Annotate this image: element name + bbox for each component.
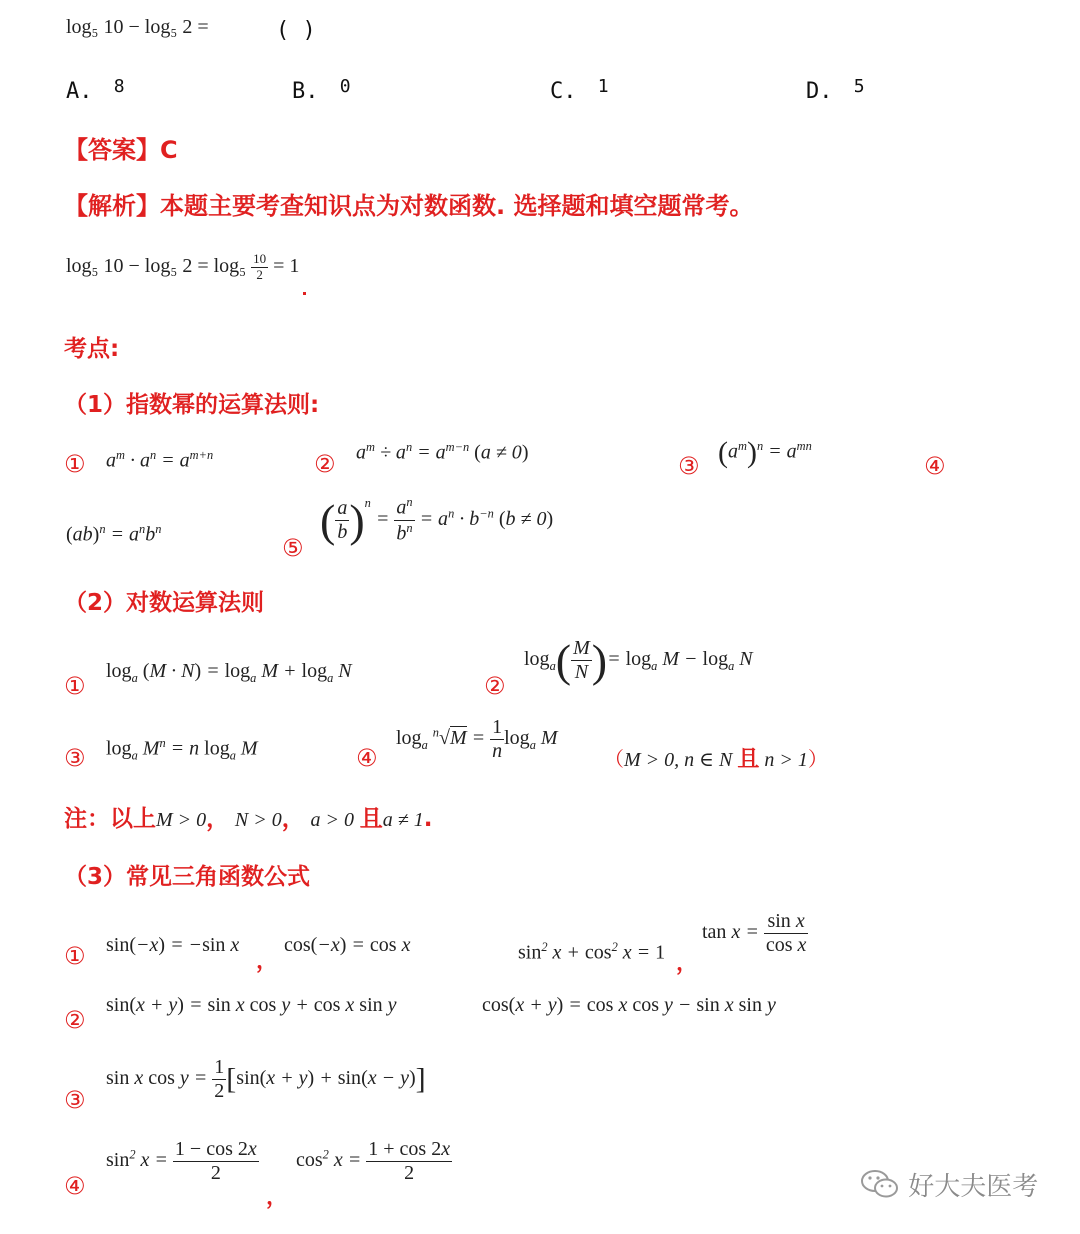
watermark xyxy=(860,1166,1038,1207)
trig-marker-1: ① xyxy=(64,942,86,970)
section-trig-formulas: （3）常见三角函数公式 xyxy=(64,864,311,890)
note-dot: . xyxy=(423,806,433,832)
formula-log-1: $\log_a (M \cdot N) = \log_a M + \log_a N$ xyxy=(106,660,352,685)
option-d-value: 5 xyxy=(853,76,865,97)
note-n: N > 0 xyxy=(234,809,282,831)
note-comma-1: ， xyxy=(206,806,230,832)
trig-comma-3: ， xyxy=(266,1185,289,1210)
option-c-value: 1 xyxy=(597,76,609,97)
option-a-letter: A. xyxy=(66,79,93,104)
formula-trig-2b: cos(x + y) = cos x cos y − sin x sin y xyxy=(482,994,776,1016)
cond-open: （ xyxy=(604,749,624,771)
note-lead: 注：以上 xyxy=(64,806,156,832)
option-a-value: 8 xyxy=(113,76,125,97)
log-marker-4: ④ xyxy=(356,744,378,772)
formula-exp-5: ( $\frac{a}{b}$ )$^n$ = $\frac{a^n}{b^n}$ = $a^n \cdot b^{-n}$ (b ≠ 0) xyxy=(320,495,554,546)
option-c xyxy=(550,76,609,104)
option-b-value: 0 xyxy=(339,76,351,97)
log-marker-3: ③ xyxy=(64,744,86,772)
marker-3: ③ xyxy=(678,452,700,480)
wechat-icon xyxy=(860,1168,900,1207)
cond-mid: M > 0, n ∈ N xyxy=(624,749,733,771)
analysis-text: 【解析】本题主要考查知识点为对数函数. 选择题和填空题常考。 xyxy=(64,192,754,220)
answer-heading: 【答案】C xyxy=(64,136,178,164)
option-b-letter: B. xyxy=(292,79,319,104)
solution-den: 2 xyxy=(256,266,263,282)
solution-rhs: = 1 xyxy=(273,255,300,278)
formula-trig-1d: tan x = $\frac{\text{sin x}}{\text{cos x}}$ xyxy=(702,910,807,956)
formula-trig-2a: sin(x + y) = sin x cos y + cos x sin y xyxy=(106,994,397,1016)
note-qie: 且 xyxy=(359,806,383,832)
trig-marker-2: ② xyxy=(64,1006,86,1034)
formula-exp-1: $a^m \cdot a^n = a^{m+n}$ xyxy=(106,448,214,472)
formula-trig-3: sin x cos y = $\frac{1}{2}$ [sin(x + y) + sin(x − y)] xyxy=(106,1056,426,1102)
section-exponent-rules: （1）指数幂的运算法则: xyxy=(64,392,320,418)
option-d xyxy=(806,76,865,104)
marker-1: ① xyxy=(64,450,86,478)
note-a: a > 0 xyxy=(310,809,354,831)
marker-5: ⑤ xyxy=(282,534,304,562)
question-expression: log₅ 10 − log₅ 2 = xyxy=(66,16,209,38)
trig-marker-4: ④ xyxy=(64,1172,86,1200)
trig-marker-3: ③ xyxy=(64,1086,86,1114)
note-b: a ≠ 1 xyxy=(382,809,424,831)
formula-log-4: $\log_a ^n√M$ = $\frac{1}{n}$ $\log_a M$ xyxy=(396,716,558,762)
formula-trig-4a: $\sin^2 x$ = $\frac{1 - \cos 2x}{2}$ xyxy=(106,1138,257,1184)
formula-trig-1b: cos(−x) = cos x xyxy=(284,934,411,956)
marker-2: ② xyxy=(314,450,336,478)
solution-lhs: log₅ 10 − log₅ 2 = log₅ xyxy=(66,255,247,278)
option-b xyxy=(292,76,351,104)
option-d-letter: D. xyxy=(806,79,833,104)
red-dot xyxy=(303,292,306,295)
marker-4: ④ xyxy=(924,452,946,480)
formula-trig-1c: $\sin^2 x + \cos^2 x = 1$ xyxy=(518,940,666,964)
solution-expression xyxy=(66,252,299,283)
trig-comma-1: ， xyxy=(256,949,279,974)
option-c-letter: C. xyxy=(550,79,577,104)
formula-exp-2: $a^m \div a^n = a^{m-n}$ (a ≠ 0) xyxy=(356,440,529,464)
option-a xyxy=(66,76,125,104)
section-log-rules: （2）对数运算法则 xyxy=(64,590,265,616)
formula-trig-4b: $\cos^2 x$ = $\frac{1 + \cos 2x}{2}$ xyxy=(296,1138,451,1184)
formula-log-3: $\log_a M^n = n$ $\log_a M$ xyxy=(106,736,258,763)
kaodian-label: 考点: xyxy=(64,336,120,362)
solution-num: 10 xyxy=(253,251,267,266)
cond-qie: 且 xyxy=(737,747,760,772)
formula-exp-3: $(a^m)^n = a^{mn}$ xyxy=(718,436,812,469)
cond-close: ） xyxy=(807,749,828,771)
log-condition xyxy=(604,742,828,773)
note-m: M > 0 xyxy=(156,809,207,831)
cond-tail: n > 1 xyxy=(764,749,808,771)
formula-trig-1a: sin(−x) = −sin x xyxy=(106,934,240,956)
answer-blank: ( ) xyxy=(276,18,316,43)
log-marker-2: ② xyxy=(484,672,506,700)
log-marker-1: ① xyxy=(64,672,86,700)
note-line xyxy=(64,800,432,833)
watermark-text: 好大夫医考 xyxy=(908,1172,1039,1202)
note-comma-2: ， xyxy=(281,806,305,832)
formula-exp-4: $(ab)^n = a^nb^n$ xyxy=(66,522,162,546)
formula-log-2: $\log_a$( $\frac{M}{N}$ )= $\log_a M - \log_a N$ xyxy=(524,635,753,686)
trig-comma-2: ， xyxy=(676,951,699,976)
